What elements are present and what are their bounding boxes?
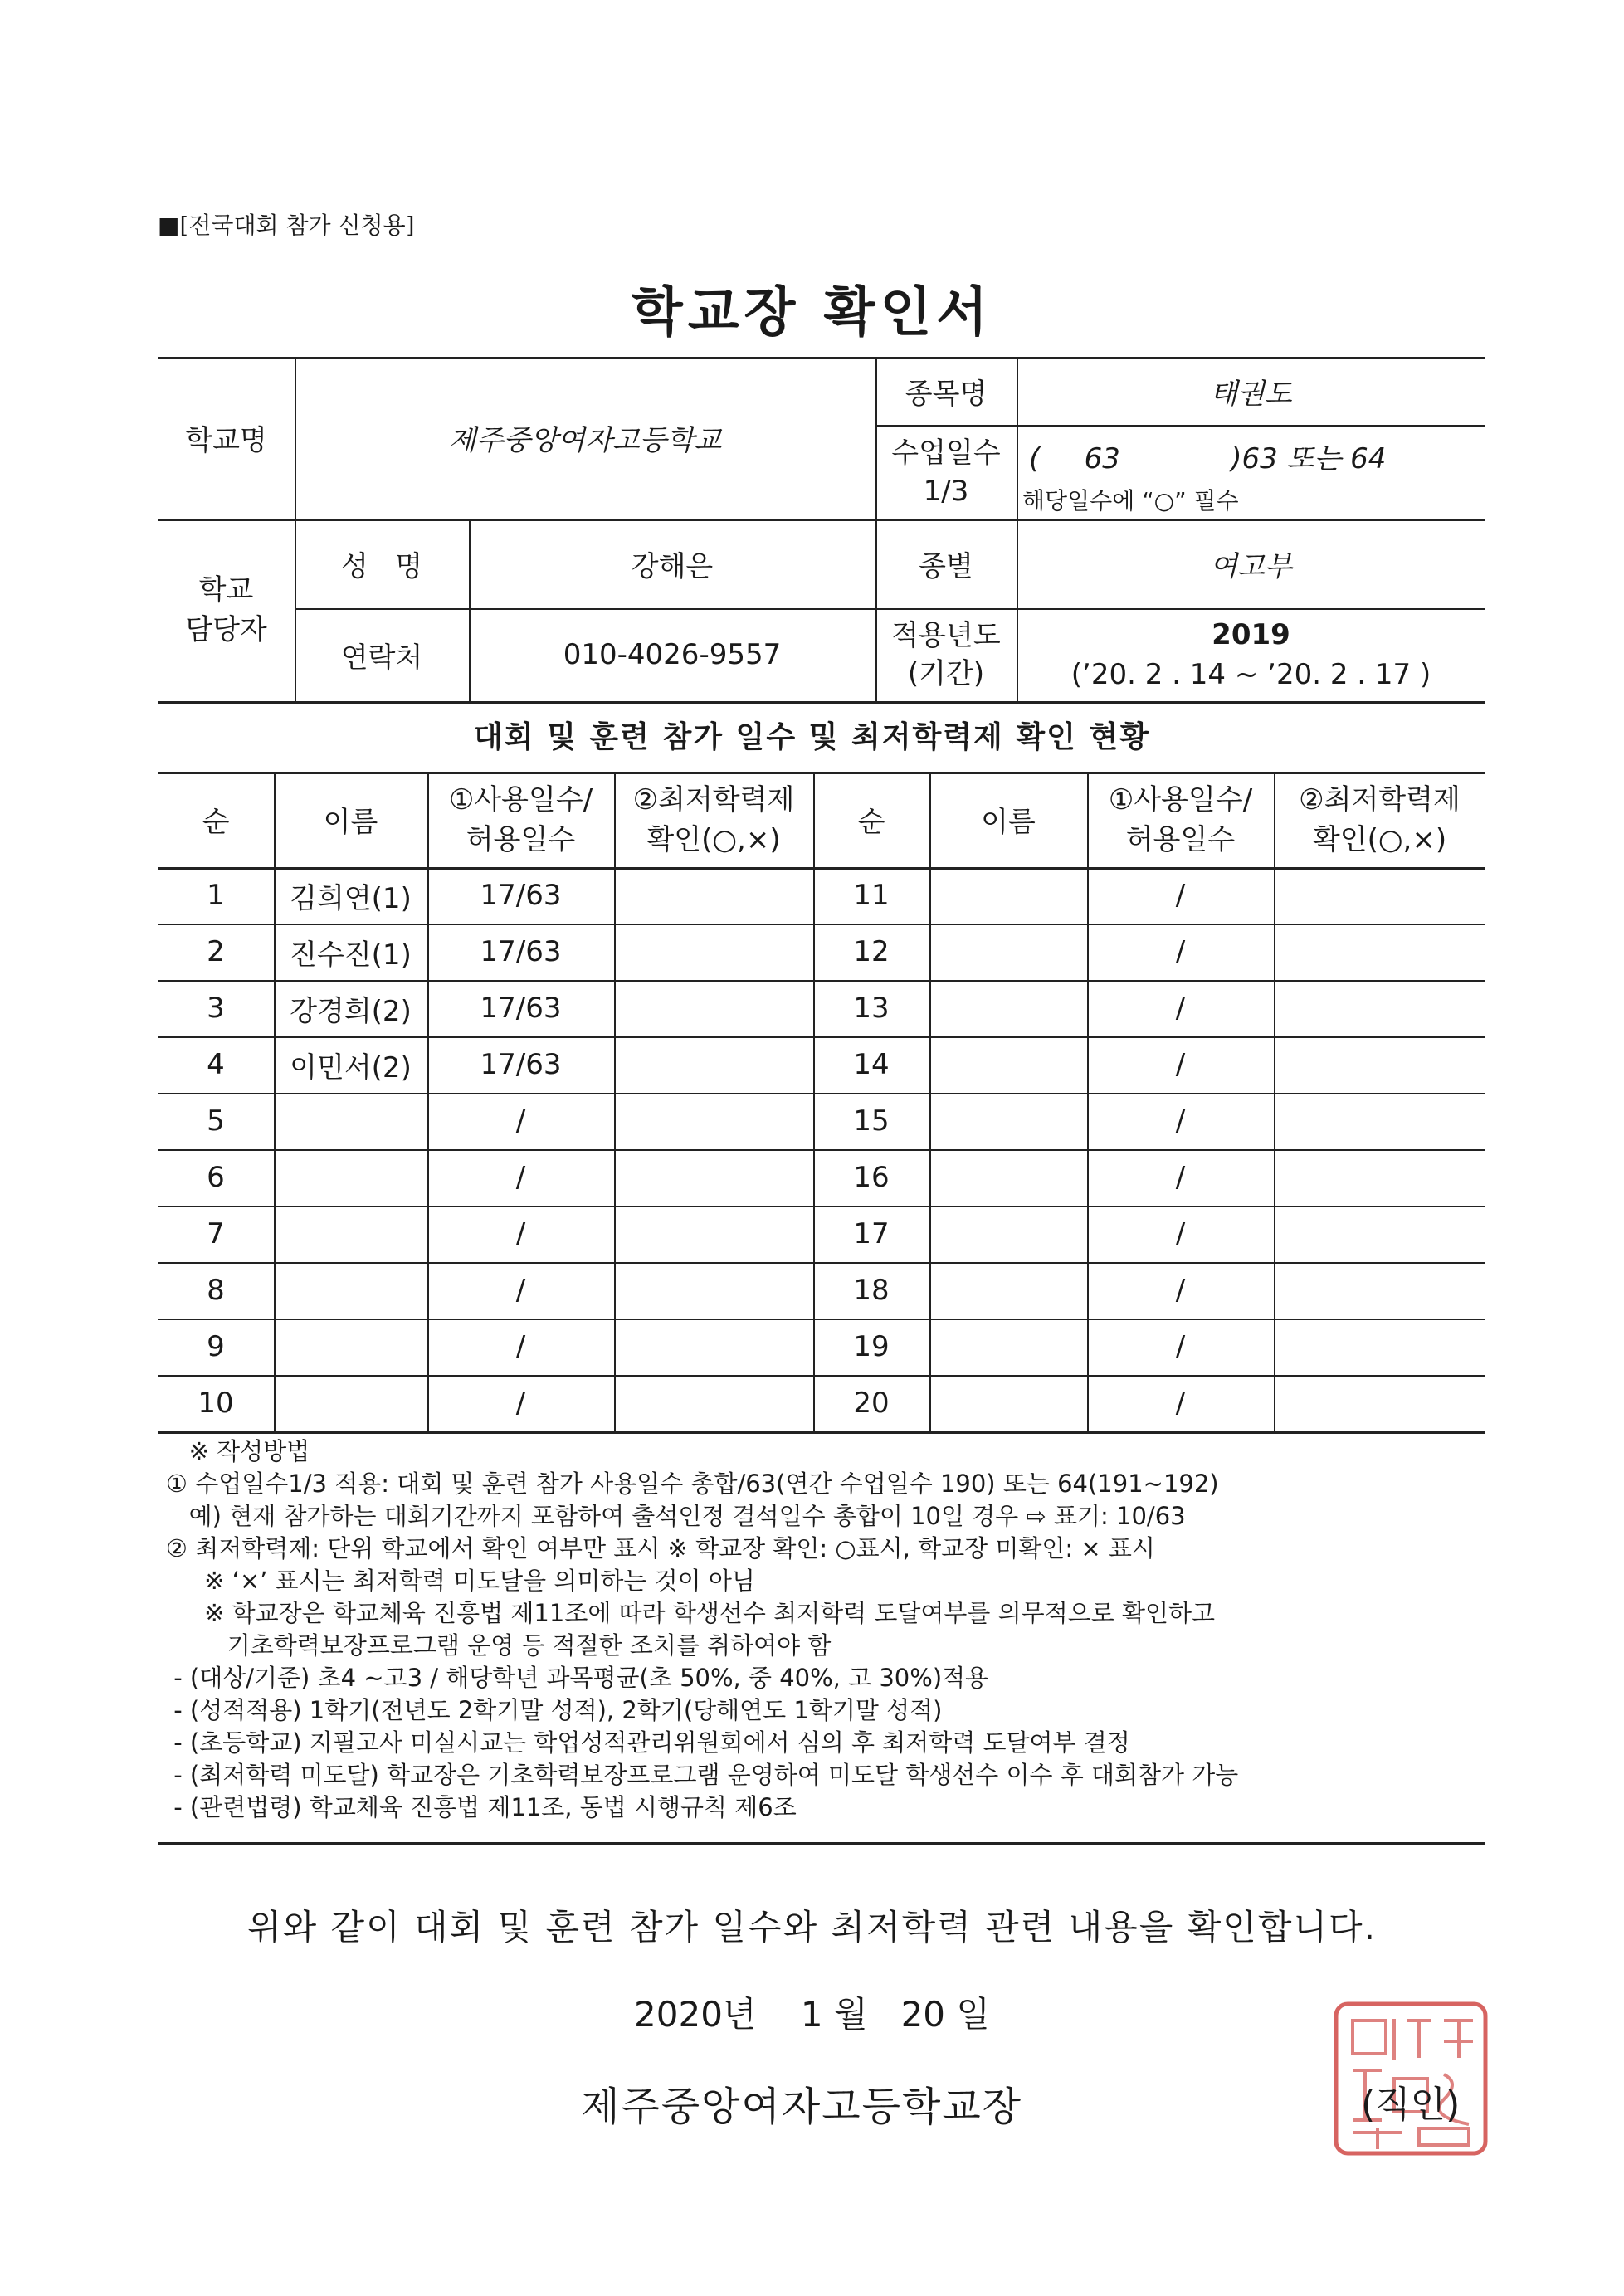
seq-cell: 19 — [853, 1330, 890, 1363]
min-academic-check-cell — [1274, 1149, 1485, 1206]
class-days-options: )63 또는 64 — [1231, 442, 1387, 475]
seq-cell: 6 — [207, 1161, 225, 1194]
min-academic-check-cell — [614, 924, 813, 980]
sport-value: 태권도 — [1210, 377, 1292, 411]
min-academic-check-cell — [1274, 980, 1485, 1036]
note-line: ① 수업일수1/3 적용: 대회 및 훈련 참가 사용일수 총합/63(연간 수업일수 190) 또는 64(191~192) — [166, 1470, 1219, 1498]
min-academic-check-cell — [1274, 1206, 1485, 1262]
name-cell: 강경희(2) — [290, 994, 412, 1028]
seq-cell: 15 — [853, 1104, 890, 1138]
confirmation-statement: 위와 같이 대회 및 훈련 참가 일수와 최저학력 관련 내용을 확인합니다. — [247, 1907, 1377, 1947]
days-cell: / — [1175, 879, 1186, 912]
min-academic-check-cell — [1274, 867, 1485, 924]
form-type-tag: ■[전국대회 참가 신청용] — [158, 212, 415, 239]
seq-cell: 4 — [207, 1048, 225, 1081]
header-used-line1: ①사용일수/ — [1108, 782, 1253, 817]
note-line: - (초등학교) 지필고사 미실시교는 학업성적관리위원회에서 심의 후 최저학력 도달여부 결정 — [166, 1728, 1130, 1757]
seq-cell: 18 — [853, 1274, 890, 1307]
seq-cell: 5 — [207, 1104, 225, 1138]
manager-name-value: 강해은 — [631, 549, 714, 583]
division-label: 종별 — [919, 549, 973, 583]
days-cell: 17/63 — [480, 992, 562, 1025]
header-name-left: 이름 — [323, 806, 378, 839]
seq-cell: 9 — [207, 1330, 225, 1363]
name-cell — [929, 1319, 1087, 1375]
school-manager-label — [158, 519, 295, 701]
header-name-right: 이름 — [981, 806, 1036, 839]
name-cell — [274, 1206, 427, 1262]
note-line: ※ ‘×’ 표시는 최저학력 미도달을 의미하는 것이 아님 — [166, 1567, 755, 1595]
header-seq-right: 순 — [857, 806, 885, 839]
school-name-label: 학교명 — [185, 424, 267, 457]
header-min-line2: 확인(○,×) — [1312, 822, 1447, 856]
days-cell: / — [1175, 1330, 1186, 1363]
days-cell: / — [1175, 1104, 1186, 1138]
header-used-line2: 허용일수 — [466, 822, 576, 856]
name-cell — [274, 1093, 427, 1149]
days-cell: / — [515, 1217, 526, 1250]
days-cell: 17/63 — [480, 1048, 562, 1081]
name-cell — [274, 1375, 427, 1431]
note-line: 예) 현재 참가하는 대회기간까지 포함하여 출석인정 결석일수 총합이 10일 경우 ⇨ 표기: 10/63 — [166, 1502, 1186, 1530]
name-cell — [929, 924, 1087, 980]
min-academic-check-cell — [1274, 1319, 1485, 1375]
name-cell — [274, 1262, 427, 1319]
name-cell — [929, 1149, 1087, 1206]
name-cell — [929, 867, 1087, 924]
min-academic-check-cell — [1274, 1375, 1485, 1431]
seal-label: (직인) — [1361, 2084, 1461, 2126]
year-label-line2: (기간) — [907, 657, 985, 690]
division-value: 여고부 — [1210, 549, 1292, 583]
contact-value: 010-4026-9557 — [563, 638, 782, 671]
min-academic-check-cell — [614, 1036, 813, 1093]
class-days-value — [1029, 436, 1386, 476]
year-label-line1: 적용년도 — [891, 619, 1001, 652]
name-cell: 김희연(1) — [290, 881, 412, 915]
year-value-period: (’20. 2 . 14 ~ ’20. 2 . 17 ) — [1070, 658, 1431, 691]
class-days-open: ( — [1029, 442, 1041, 475]
year-value-year: 2019 — [1212, 618, 1290, 651]
header-min-line1: ②최저학력제 — [1299, 782, 1461, 817]
days-cell: 17/63 — [480, 935, 562, 968]
note-line: ※ 학교장은 학교체육 진흥법 제11조에 따라 학생선수 최저학력 도달여부를 의무적으로 확인하고 — [166, 1599, 1216, 1627]
note-line: 기초학력보장프로그램 운영 등 적절한 조치를 취하여야 함 — [166, 1631, 832, 1660]
min-academic-check-cell — [1274, 1036, 1485, 1093]
header-used-line1: ①사용일수/ — [448, 782, 593, 817]
seq-cell: 16 — [853, 1161, 890, 1194]
name-cell — [929, 1093, 1087, 1149]
seq-cell: 13 — [853, 992, 890, 1025]
name-cell: 진수진(1) — [290, 938, 412, 972]
school-name-value: 제주중앙여자고등학교 — [448, 424, 722, 457]
seq-cell: 2 — [207, 935, 225, 968]
note-line: - (관련법령) 학교체육 진흥법 제11조, 동법 시행규칙 제6조 — [166, 1793, 797, 1821]
seq-cell: 20 — [853, 1387, 890, 1420]
name-cell — [274, 1149, 427, 1206]
header-used-days-right — [1087, 772, 1274, 867]
note-line: ② 최저학력제: 단위 학교에서 확인 여부만 표시 ※ 학교장 확인: ○표시, 학교장 미확인: × 표시 — [166, 1534, 1155, 1562]
seq-cell: 11 — [853, 879, 890, 912]
class-days-number: 63 — [1084, 442, 1120, 475]
header-min-line2: 확인(○,×) — [646, 822, 781, 856]
issue-date: 2020년 1 월 20 일 — [634, 1994, 990, 2035]
days-cell: / — [1175, 935, 1186, 968]
name-cell — [929, 1262, 1087, 1319]
header-min-line1: ②최저학력제 — [632, 782, 795, 817]
class-days-label — [875, 425, 1017, 519]
note-line: - (최저학력 미도달) 학교장은 기초학력보장프로그램 운영하여 미도달 학생선수 이수 후 대회참가 가능 — [166, 1761, 1239, 1789]
participation-section-title: 대회 및 훈련 참가 일수 및 최저학력제 확인 현황 — [473, 720, 1150, 754]
min-academic-check-cell — [614, 867, 813, 924]
document-title: 학교장 확인서 — [631, 282, 993, 344]
days-cell: / — [1175, 1161, 1186, 1194]
manager-label-line2: 담당자 — [185, 613, 267, 646]
min-academic-check-cell — [614, 1375, 813, 1431]
days-cell: / — [515, 1274, 526, 1307]
min-academic-check-cell — [1274, 924, 1485, 980]
seq-cell: 8 — [207, 1274, 225, 1307]
min-academic-check-cell — [614, 1206, 813, 1262]
header-min-academic-right — [1274, 772, 1485, 867]
min-academic-check-cell — [614, 1093, 813, 1149]
min-academic-check-cell — [614, 1149, 813, 1206]
days-cell: / — [1175, 1274, 1186, 1307]
note-line: ※ 작성방법 — [166, 1437, 310, 1465]
days-cell: / — [515, 1330, 526, 1363]
days-cell: 17/63 — [480, 879, 562, 912]
seq-cell: 17 — [853, 1217, 890, 1250]
class-days-note: 해당일수에 “○” 필수 — [1022, 487, 1239, 514]
days-cell: / — [515, 1104, 526, 1138]
sport-label: 종목명 — [905, 377, 988, 411]
days-cell: / — [1175, 1217, 1186, 1250]
name-cell — [929, 1375, 1087, 1431]
header-min-academic-left — [614, 772, 813, 867]
seq-cell: 3 — [207, 992, 225, 1025]
min-academic-check-cell — [1274, 1262, 1485, 1319]
manager-label-line1: 학교 — [198, 573, 254, 607]
year-label — [875, 608, 1017, 701]
seq-cell: 7 — [207, 1217, 225, 1250]
header-used-days-left — [427, 772, 614, 867]
principal-name: 제주중앙여자고등학교장 — [581, 2084, 1023, 2130]
days-cell: / — [515, 1387, 526, 1420]
min-academic-check-cell — [1274, 1093, 1485, 1149]
name-cell — [274, 1319, 427, 1375]
days-cell: / — [1175, 992, 1186, 1025]
min-academic-check-cell — [614, 1262, 813, 1319]
min-academic-check-cell — [614, 980, 813, 1036]
name-cell — [929, 980, 1087, 1036]
name-cell — [929, 1036, 1087, 1093]
seq-cell: 12 — [853, 935, 890, 968]
min-academic-check-cell — [614, 1319, 813, 1375]
class-days-label-line1: 수업일수 — [891, 436, 1001, 470]
name-cell: 이민서(2) — [290, 1051, 412, 1085]
class-days-label-line2: 1/3 — [923, 474, 969, 508]
days-cell: / — [1175, 1387, 1186, 1420]
note-line: - (성적적용) 1학기(전년도 2학기말 성적), 2학기(당해연도 1학기말 성적) — [166, 1696, 943, 1724]
year-value — [1017, 608, 1485, 701]
seq-cell: 1 — [207, 879, 225, 912]
seq-cell: 14 — [853, 1048, 890, 1081]
days-cell: / — [1175, 1048, 1186, 1081]
name-cell — [929, 1206, 1087, 1262]
note-line: - (대상/기준) 초4 ~고3 / 해당학년 과목평균(초 50%, 중 40%, 고 30%)적용 — [166, 1664, 989, 1692]
days-cell: / — [515, 1161, 526, 1194]
writing-instructions — [166, 1436, 1238, 1824]
header-used-line2: 허용일수 — [1125, 822, 1236, 856]
seq-cell: 10 — [198, 1387, 234, 1420]
name-label: 성 명 — [340, 549, 423, 583]
header-seq-left: 순 — [202, 806, 230, 839]
contact-label: 연락처 — [340, 641, 423, 675]
